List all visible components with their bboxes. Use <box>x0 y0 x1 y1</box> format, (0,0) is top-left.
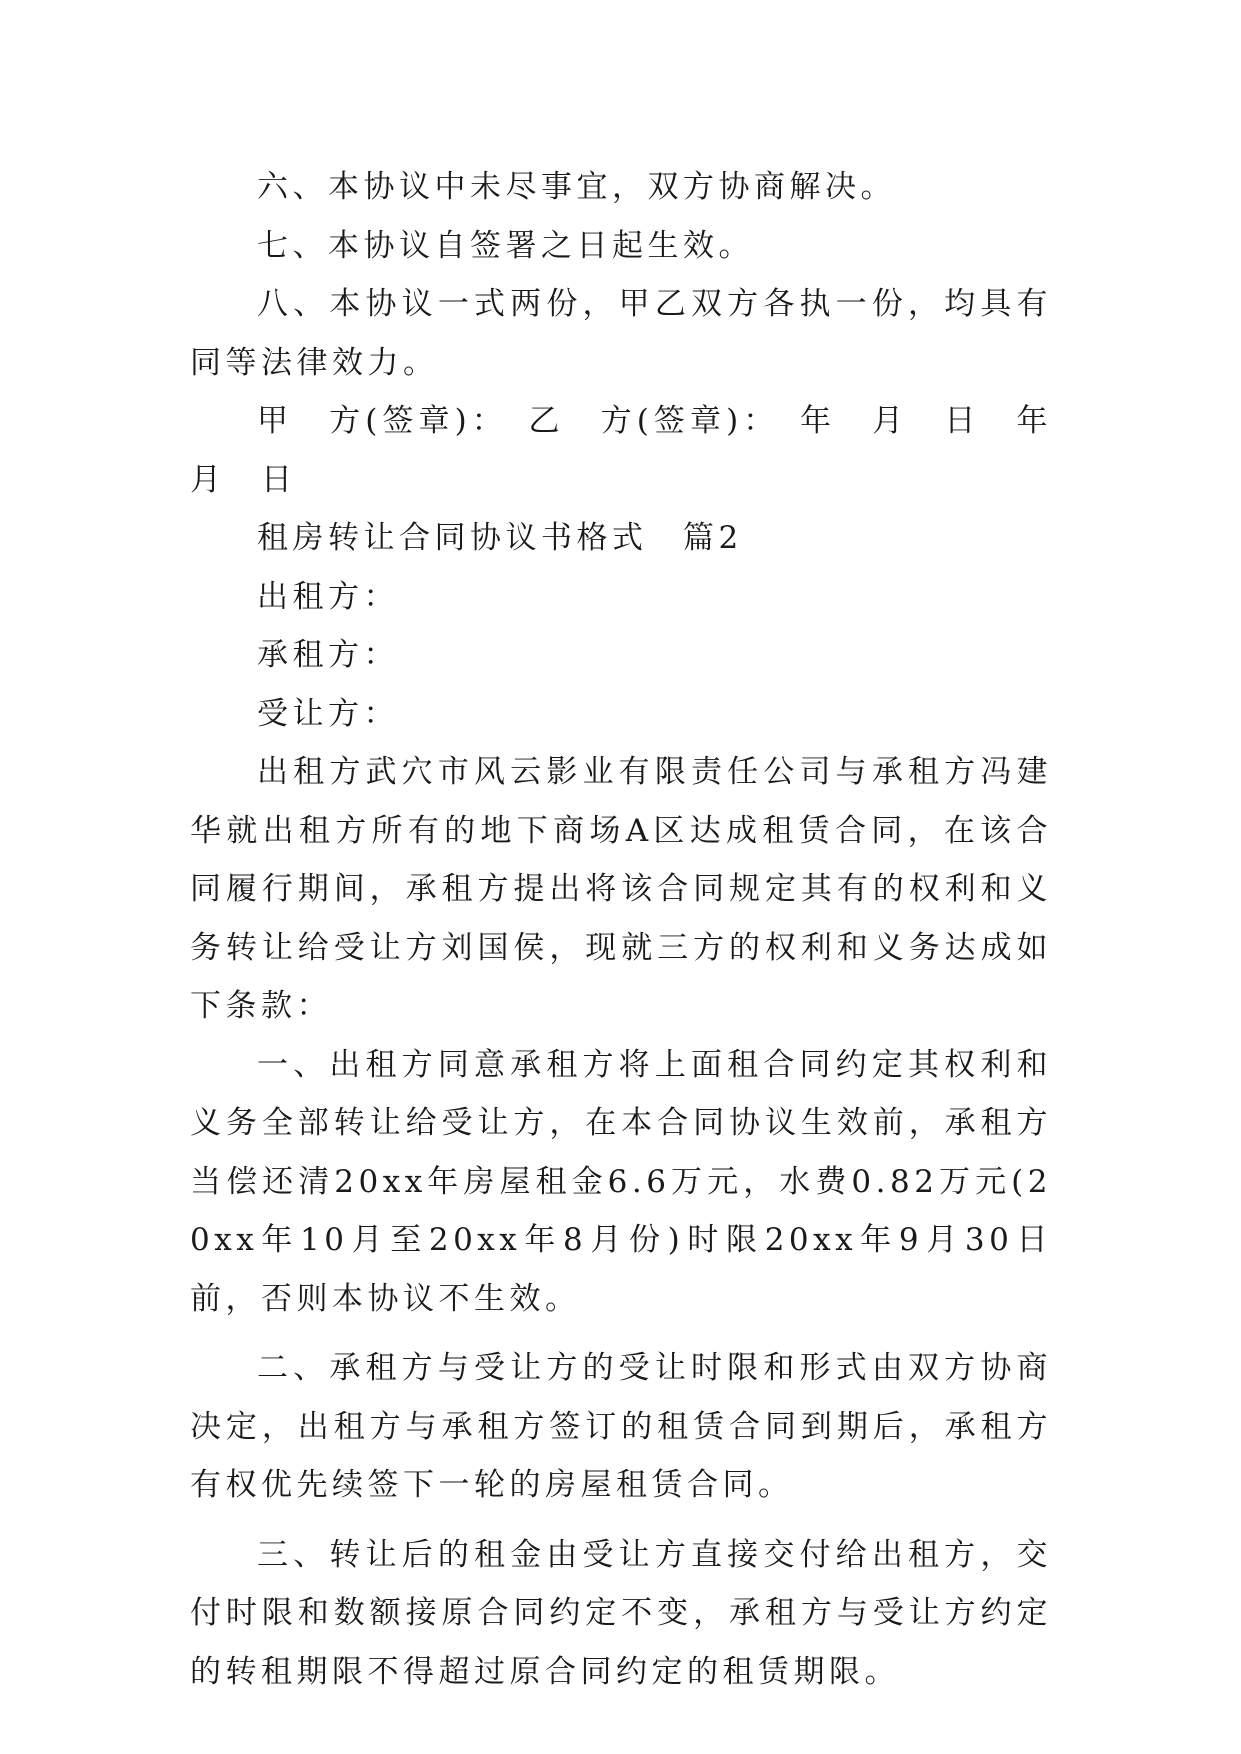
clause-six: 六、本协议中未尽事宜，双方协商解决。 <box>257 169 896 205</box>
clause-three: 三、转让后的租金由受让方直接交付给出租方，交付时限和数额接原合同约定不变，承租方与受让方约定的转租期限不得超过原合同约定的租赁期限。 <box>190 1536 1052 1690</box>
section-title: 租房转让合同协议书格式 篇2 <box>257 520 743 556</box>
clause-one: 一、出租方同意承租方将上面租合同约定其权利和义务全部转让给受让方，在本合同协议生效前，承租方当偿还清20xx年房屋租金6.6万元，水费0.82万元(20xx年10月至20xx年8月份)时限20xx年9月30日前，否则本协议不生效。 <box>190 1046 1052 1317</box>
transferee-field: 受让方： <box>257 695 399 732</box>
clause-seven: 七、本协议自签署之日起生效。 <box>257 227 754 264</box>
clause-two: 二、承租方与受让方的受让时限和形式由双方协商决定，出租方与承租方签订的租赁合同到期后，承租方有权优先续签下一轮的房屋租赁合同。 <box>190 1350 1052 1503</box>
signature-line: 甲 方(签章)： 乙 方(签章)： 年 月 日 年 月 日 <box>190 403 1088 498</box>
preamble-paragraph: 出租方武穴市风云影业有限责任公司与承租方冯建华就出租方所有的地下商场A区达成租赁合同，在该合同履行期间，承租方提出将该合同规定其有的权利和义务转让给受让方刘国侯，现就三方的权利和义务达成如下条款： <box>190 754 1052 1024</box>
clause-eight: 八、本协议一式两份，甲乙双方各执一份，均具有同等法律效力。 <box>190 286 1052 381</box>
lessor-field: 出租方： <box>257 578 399 615</box>
lessee-field: 承租方： <box>257 637 399 673</box>
document-body <box>190 158 1088 1701</box>
